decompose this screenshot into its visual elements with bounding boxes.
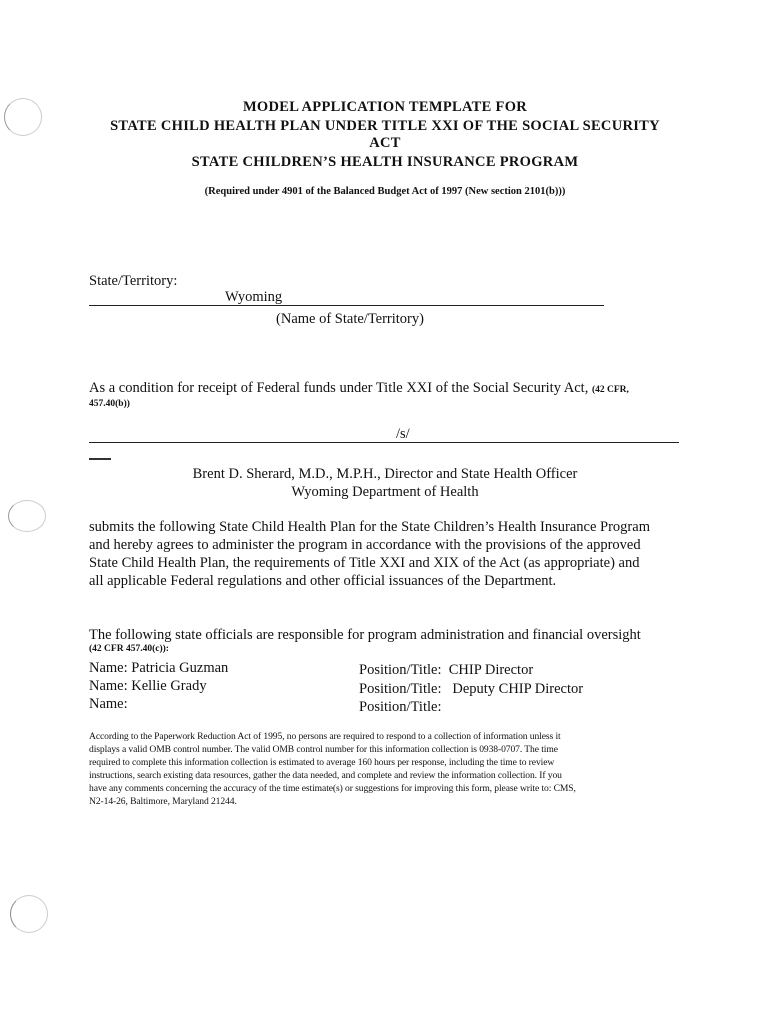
signature-mark: /s/ — [396, 426, 410, 442]
official-name-1: Name: Patricia Guzman — [89, 660, 229, 676]
subtitle: (Required under 4901 of the Balanced Budget Act of 1997 (New section 2101(b))) — [204, 186, 566, 197]
condition-text — [89, 379, 689, 399]
submits-line-1: submits the following State Child Health Plan for the State Children’s Health Insurance Program — [89, 519, 650, 535]
title-line-1: MODEL APPLICATION TEMPLATE FOR — [242, 99, 528, 115]
state-caption: (Name of State/Territory) — [276, 311, 424, 327]
paperwork-line-1: According to the Paperwork Reduction Act of 1995, no persons are required to respond to a collection of information unless it — [89, 731, 561, 742]
state-label: State/Territory: — [89, 273, 178, 289]
paperwork-line-5: have any comments concerning the accuracy of the time estimate(s) or suggestions for improving this form, please write to: CMS, — [89, 783, 576, 794]
title-line-4: STATE CHILDREN’S HEALTH INSURANCE PROGRAM — [191, 154, 579, 170]
official-position-2: Position/Title: Deputy CHIP Director — [359, 681, 584, 697]
paperwork-line-2: displays a valid OMB control number. The valid OMB control number for this information collection is 0938-0707. The time — [89, 744, 558, 755]
official-name-2: Name: Kellie Grady — [89, 678, 207, 694]
officials-cite: (42 CFR 457.40(c)): — [89, 644, 169, 654]
official-position-1: Position/Title: CHIP Director — [359, 662, 534, 678]
paperwork-line-6: N2-14-26, Baltimore, Maryland 21244. — [89, 796, 237, 807]
condition-cite-b: 457.40(b)) — [89, 399, 130, 409]
condition-cite-a: (42 CFR, — [591, 385, 629, 395]
officials-intro: The following state officials are responsible for program administration and financial oversight — [89, 627, 641, 643]
submits-line-3: State Child Health Plan, the requirements of Title XXI and XIX of the Act (as appropriate) and — [89, 555, 640, 571]
signature-line — [89, 442, 679, 443]
condition-sentence: As a condition for receipt of Federal funds under Title XXI of the Social Security Act, — [89, 380, 589, 396]
paperwork-line-4: instructions, search existing data resources, gather the data needed, and complete and review the information collection. If you — [89, 770, 562, 781]
signature-dash — [89, 458, 111, 460]
hole-punch-mark-bottom — [10, 895, 48, 933]
paperwork-line-3: required to complete this information collection is estimated to average 160 hours per response, including the time to review — [89, 757, 555, 768]
state-value: Wyoming — [225, 289, 283, 305]
signer-department: Wyoming Department of Health — [291, 484, 479, 500]
official-position-3: Position/Title: — [359, 699, 442, 715]
title-line-3: ACT — [369, 135, 401, 151]
hole-punch-mark-middle — [8, 500, 46, 532]
submits-line-2: and hereby agrees to administer the program in accordance with the provisions of the approved — [89, 537, 641, 553]
state-underline — [89, 305, 604, 306]
submits-line-4: all applicable Federal regulations and other official issuances of the Department. — [89, 573, 557, 589]
signer-name: Brent D. Sherard, M.D., M.P.H., Director and State Health Officer — [192, 466, 578, 482]
title-line-2: STATE CHILD HEALTH PLAN UNDER TITLE XXI OF THE SOCIAL SECURITY — [110, 118, 660, 134]
official-name-3: Name: — [89, 696, 128, 712]
